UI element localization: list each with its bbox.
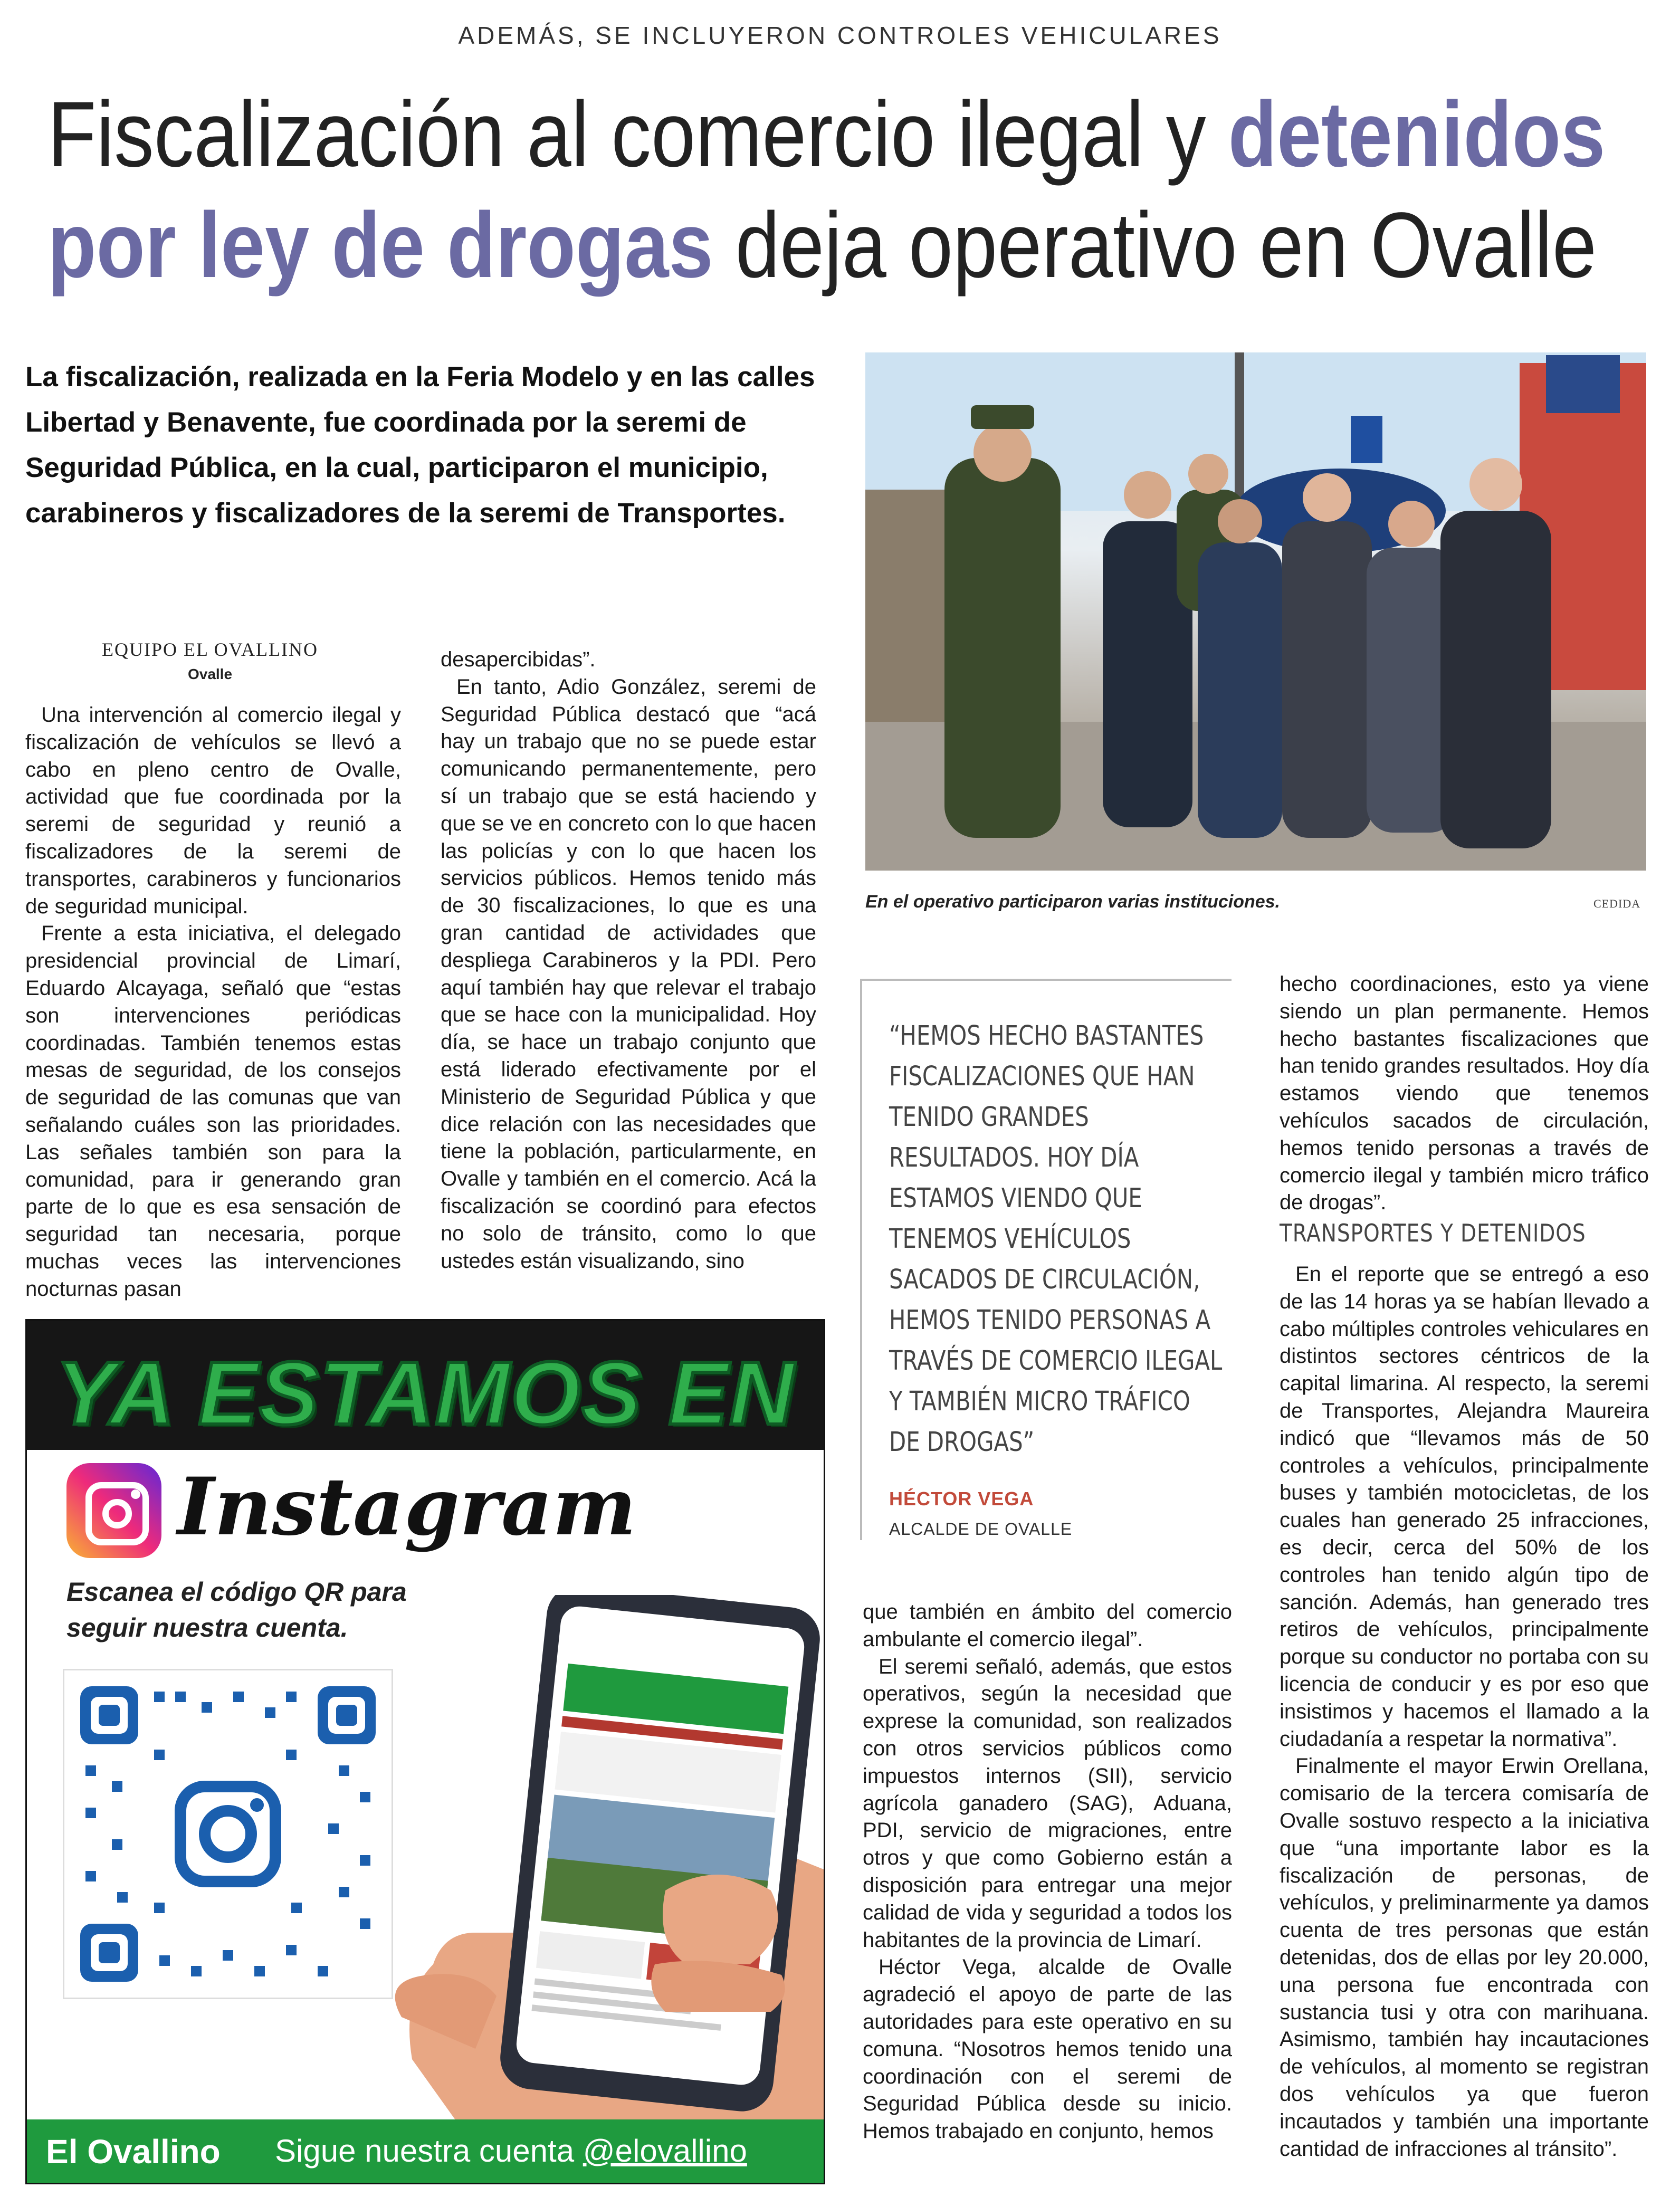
headline-part2: deja operativo en Ovalle [713,194,1597,297]
paragraph: hecho coordinaciones, esto ya viene siendo un plan permanente. Hemos hecho bastantes fiscalizaciones que han tenido grandes resultados. Hoy día estamos viendo que tenemos vehículos sacados de circulación, hemos tenido personas a través de comercio ilegal y también micro tráfico de drogas”. [1280,972,1649,1215]
ad-footer-handle[interactable]: @elovallino [583,2133,747,2169]
paragraph: que también en ámbito del comercio ambulante el comercio ilegal”. [863,1600,1232,1651]
byline-author: EQUIPO EL OVALLINO [102,639,318,660]
qr-code-icon [63,1669,393,1999]
ad-banner: YA ESTAMOS EN [55,1343,795,1444]
column-1 [25,702,401,1303]
photo-caption: En el operativo participaron varias instituciones. [865,892,1281,912]
byline-place: Ovalle [187,666,233,682]
section-subhead: TRANSPORTES Y DETENIDOS [1280,1219,1586,1247]
ad-footer [27,2119,824,2183]
column-4-top [1280,971,1649,1217]
ad-scan-text: Escanea el código QR para seguir nuestra cuenta. [66,1577,407,1642]
ad-footer-text [275,2133,747,2169]
headline-part1: Fiscalización al comercio ilegal y [47,83,1228,186]
column-2 [441,646,816,1275]
instagram-icon [66,1463,161,1558]
lead-paragraph: La fiscalización, realizada en la Feria Modelo y en las calles Libertad y Benavente, fue coordinada por la seremi de Seguridad Pública, en la cual, participaron el municipio, carabineros y fiscalizadores de la seremi de Transportes. [25,361,815,529]
column-3 [863,1599,1232,2145]
paragraph: Héctor Vega, alcalde de Ovalle agradeció el apoyo de parte de las autoridades para este operativo en su comuna. “Nosotros hemos tenido una coordinación con el seremi de Seguridad Pública desde su inicio. Hemos trabajado en conjunto, hemos [863,1955,1232,2143]
pullquote-name: HÉCTOR VEGA [889,1488,1034,1510]
headline-highlight2: por ley de drogas [47,194,713,297]
phone-in-hand-illustration [370,1595,824,2133]
paragraph: Finalmente el mayor Erwin Orellana, comisario de la tercera comisaría de Ovalle sostuvo respecto a la iniciativa que “una importante labor es la fiscalización de personas, de vehículos, y preliminarmente ya damos cuenta de tres personas que están detenidas, dos de ellas por ley 20.000, una persona fue encontrada con sustancia tusi y otra con marihuana. Asimismo, también hay incautaciones de vehículos, al momento se registran dos vehículos ya que fueron incautados y también una importante cantidad de infracciones al tránsito”. [1280,1754,1649,2161]
paragraph: Frente a esta iniciativa, el delegado presidencial provincial de Limarí, Eduardo Alcayaga, señaló que “estas son intervenciones periódicas coordinadas. También tenemos estas mesas de seguridad, de los consejos de seguridad de las comunas que van señalando cuáles son las prioridades. Las señales también son para la comunidad, para ir generando gran parte de lo que es esa sensación de seguridad tan necesaria, porque muchas veces las intervenciones nocturnas pasan [25,922,401,1301]
ad-footer-brand: El Ovallino [46,2133,221,2171]
group-photo-illustration [865,352,1646,871]
article-photo [865,352,1646,871]
paragraph: desapercibidas”. [441,648,596,671]
paragraph: El seremi señaló, además, que estos operativos, según la necesidad que exprese la comunidad, son realizados con otros servicios públicos como impuestos internos (SII), servicio agrícola ganadero (SAG), Aduana, PDI, servicio de migraciones, entre otros y que como Gobierno están a disposición para entregar una mejor calidad de vida y seguridad a todos los habitantes de la provincia de Limarí. [863,1655,1232,1952]
instagram-ad [25,1319,825,2184]
ad-footer-label: Sigue nuestra cuenta [275,2133,583,2169]
paragraph: En el reporte que se entregó a eso de las 14 horas ya se habían llevado a cabo múltiples controles vehiculares en distintos sectores céntricos de la capital limarina. Al respecto, la seremi de Transportes, Alejandra Maureira indicó que “llevamos más de 50 controles a vehículos, principalmente buses y también motocicletas, de los cuales han generado 25 infracciones, es decir, cerca del 50% de los controles han tenido algún tipo de sanción. Además, han generado tres retiros de vehículos, principalmente porque su conductor no portaba con su licencia de conducir y es por eso que insistimos y hacemos el llamado a la ciudadanía a respetar la normativa”. [1280,1263,1649,1751]
pullquote-role: ALCALDE DE OVALLE [889,1520,1073,1539]
photo-credit: CEDIDA [1593,897,1641,910]
headline [47,79,1606,301]
paragraph: En tanto, Adio González, seremi de Seguridad Pública destacó que “acá hay un trabajo que no se puede estar comunicando permanentemente, pero sí un trabajo que se está haciendo y que se ve en concreto con lo que hacen las policías y con lo que hacen los servicios públicos. Hemos tenido más de 30 fiscalizaciones, lo que es una gran cantidad de actividades que despliega Carabineros y la PDI. Pero aquí también hay que relevar el trabajo que se hace con la municipalidad. Hoy día, se hace un trabajo conjunto que está liderado efectivamente por el Ministerio de Seguridad Pública y que dice relación con las necesidades que tiene la población, particularmente, en Ovalle y también en el comercio. Acá la fiscalización se coordinó para efectos no solo de tránsito, como lo que ustedes están visualizando, sino [441,675,816,1273]
ad-platform: Instagram [177,1460,636,1553]
headline-highlight1: detenidos [1228,83,1606,186]
kicker: ADEMÁS, SE INCLUYERON CONTROLES VEHICULARES [458,22,1222,49]
column-4-bottom [1280,1261,1649,2163]
pullquote-text: “HEMOS HECHO BASTANTES FISCALIZACIONES QUE HAN TENIDO GRANDES RESULTADOS. HOY DÍA ESTAMOS VIENDO QUE TENEMOS VEHÍCULOS SACADOS DE CIRCULACIÓN, HEMOS TENIDO PERSONAS A TRAVÉS DE COMERCIO ILEGAL Y TAMBIÉN MICRO TRÁFICO DE DROGAS” [889,1020,1223,1458]
paragraph: Una intervención al comercio ilegal y fiscalización de vehículos se llevó a cabo en pleno centro de Ovalle, actividad que fue coordinada por la seremi de seguridad y reunió a fiscalizadores de la seremi de transportes, carabineros y funcionarios de seguridad municipal. [25,703,401,918]
